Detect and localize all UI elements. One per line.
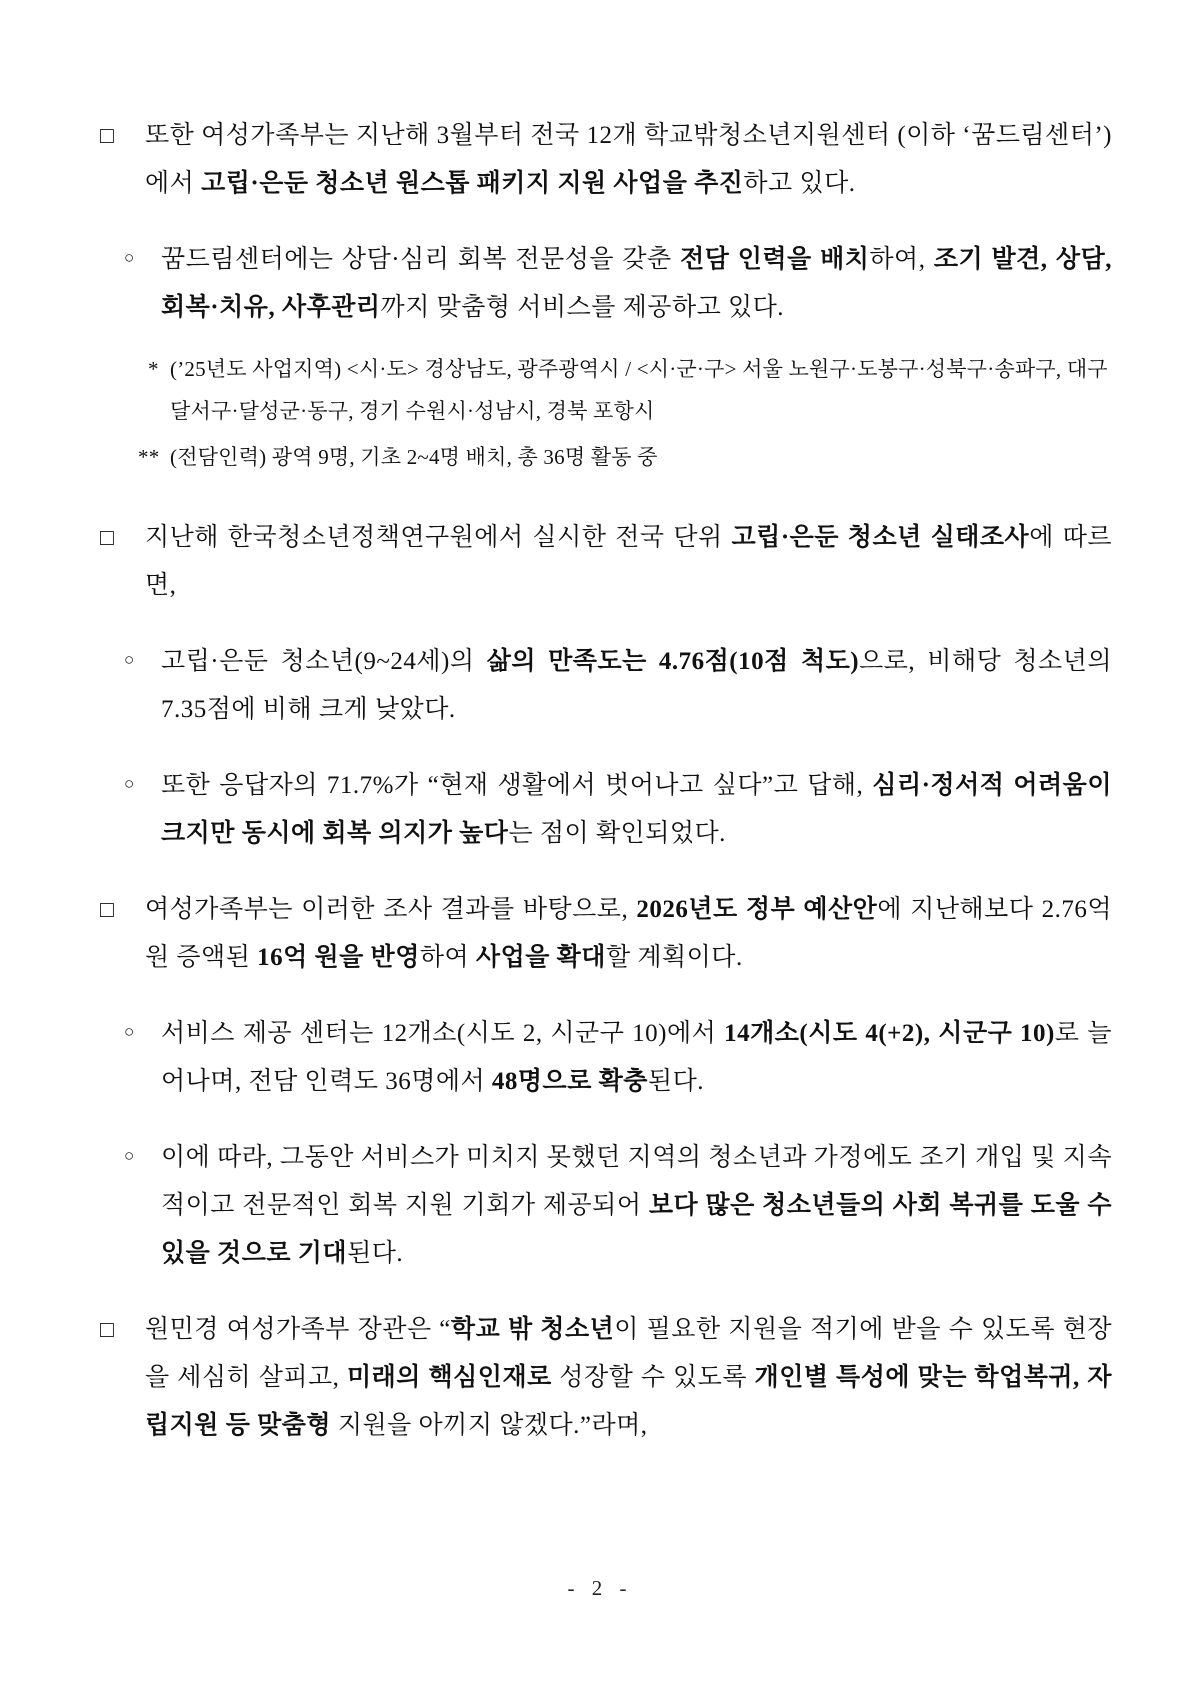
paragraph-text	[145, 514, 1112, 610]
square-bullet: □	[100, 1317, 115, 1342]
text-segment: 된다.	[647, 1068, 704, 1095]
text-segment: 고립·은둔 청소년(9~24세)의	[161, 648, 487, 675]
text-segment: 에 지난해보다 2.76억 원 증액된	[145, 896, 1113, 971]
text-segment-bold: 심리·정서적 어려움이 크지만 동시에 회복 의지가 높다	[161, 772, 1112, 847]
text-segment: 여성가족부는 이러한 조사 결과를 바탕으로,	[145, 896, 637, 923]
text-segment: 서비스 제공 센터는 12개소(시도 2, 시군구 10)에서	[161, 1020, 725, 1047]
text-segment: 에 따르면,	[145, 524, 1112, 599]
text-segment: 또한 응답자의 71.7%가 “현재 생활에서 벗어나고 싶다”고 답해,	[161, 772, 873, 799]
text-segment-bold: 14개소(시도 4(+2), 시군구 10)	[724, 1020, 1055, 1047]
text-segment: 으로, 비해당 청소년의 7.35점에 비해 크게 낮았다.	[161, 648, 1113, 723]
square-bullet: □	[100, 897, 115, 922]
circle-bullet: ○	[124, 774, 135, 793]
paragraph-text	[145, 1306, 1112, 1450]
circle-bullet: ○	[124, 248, 135, 267]
text-segment-bold: 2026년도 정부 예산안	[636, 896, 878, 923]
text-segment-bold: 사업을 확대	[475, 944, 606, 971]
text-segment-bold: 미래의 핵심인재로	[346, 1364, 552, 1391]
footnote-star-marker: *	[148, 357, 159, 381]
paragraph-text	[161, 1010, 1112, 1106]
text-segment: 된다.	[347, 1240, 404, 1267]
circle-bullet: ○	[124, 650, 135, 669]
text-segment-bold: 조기 발견, 상담, 회복·치유, 사후관리	[161, 246, 1112, 321]
paragraph-text	[161, 762, 1112, 858]
text-segment: 성장할 수 있도록	[551, 1364, 755, 1391]
text-segment-bold: 고립·은둔 청소년 실태조사	[731, 524, 1030, 551]
text-segment-bold: 전담 인력을 배치	[680, 246, 870, 273]
footnote-double-star-marker: **	[138, 445, 160, 469]
text-segment-bold: 삶의 만족도는 4.76점(10점 척도)	[486, 648, 860, 675]
page-number: - 2 -	[567, 1576, 633, 1600]
footnote	[138, 436, 1112, 478]
paragraph	[124, 1010, 1112, 1106]
text-segment: 로 늘어나며, 전담 인력도 36명에서	[161, 1020, 1112, 1095]
paragraph	[124, 1134, 1112, 1278]
text-segment: 또한 여성가족부는 지난해 3월부터 전국 12개 학교밖청소년지원센터 (이하 ‘꿈드림센터’)에서	[145, 122, 1112, 197]
paragraph	[100, 886, 1112, 982]
circle-bullet: ○	[124, 1022, 135, 1041]
text-segment: 지원을 아끼지 않겠다.”라며,	[331, 1412, 648, 1439]
paragraph-text	[161, 638, 1112, 734]
paragraph	[100, 514, 1112, 610]
text-segment-bold: 16억 원을 반영	[257, 944, 420, 971]
text-segment-bold: 학교 밖 청소년	[450, 1316, 615, 1343]
paragraph	[124, 638, 1112, 734]
footnote-text: (전담인력) 광역 9명, 기초 2~4명 배치, 총 36명 활동 중	[170, 445, 658, 469]
footnote	[148, 348, 1112, 432]
text-segment: 원민경 여성가족부 장관은 “	[145, 1316, 451, 1343]
text-segment: 는 점이 확인되었다.	[508, 820, 726, 847]
text-segment: 이 필요한 지원을 적기에 받을 수 있도록 현장을 세심히 살피고,	[145, 1316, 1113, 1391]
paragraph-text	[161, 1134, 1112, 1278]
text-segment-bold: 48명으로 확충	[491, 1068, 648, 1095]
text-segment-bold: 고립·은둔 청소년 원스톱 패키지 지원 사업을 추진	[201, 170, 744, 197]
text-segment: 꿈드림센터에는 상담·심리 회복 전문성을 갖춘	[161, 246, 681, 273]
text-segment: 하여	[419, 944, 476, 971]
text-segment: 까지 맞춤형 서비스를 제공하고 있다.	[380, 294, 785, 321]
circle-bullet: ○	[124, 1146, 135, 1165]
text-segment: 하고 있다.	[743, 170, 856, 197]
paragraph	[124, 762, 1112, 858]
square-bullet: □	[100, 123, 115, 148]
text-segment: 이에 따라, 그동안 서비스가 미치지 못했던 지역의 청소년과 가정에도 조기 개입 및 지속적이고 전문적인 회복 지원 기회가 제공되어	[161, 1144, 1112, 1219]
paragraph	[124, 236, 1112, 332]
text-segment-bold: 개인별 특성에 맞는 학업복귀, 자립지원 등 맞춤형	[145, 1364, 1112, 1439]
paragraph-text	[145, 112, 1112, 208]
footnote-text: (’25년도 사업지역) <시·도> 경상남도, 광주광역시 / <시·군·구> 서울 노원구·도봉구·성북구·송파구, 대구 달서구·달성군·동구, 경기 수원시·성남시, 경북 포항시	[170, 357, 1108, 423]
paragraph-text	[145, 886, 1112, 982]
paragraph	[100, 112, 1112, 208]
text-segment: 하여,	[869, 246, 934, 273]
text-segment: 지난해 한국청소년정책연구원에서 실시한 전국 단위	[145, 524, 732, 551]
paragraph	[100, 1306, 1112, 1450]
text-segment-bold: 보다 많은 청소년들의 사회 복귀를 도울 수 있을 것으로 기대	[161, 1192, 1112, 1267]
text-segment: 할 계획이다.	[605, 944, 743, 971]
paragraph-text	[161, 236, 1112, 332]
square-bullet: □	[100, 525, 115, 550]
